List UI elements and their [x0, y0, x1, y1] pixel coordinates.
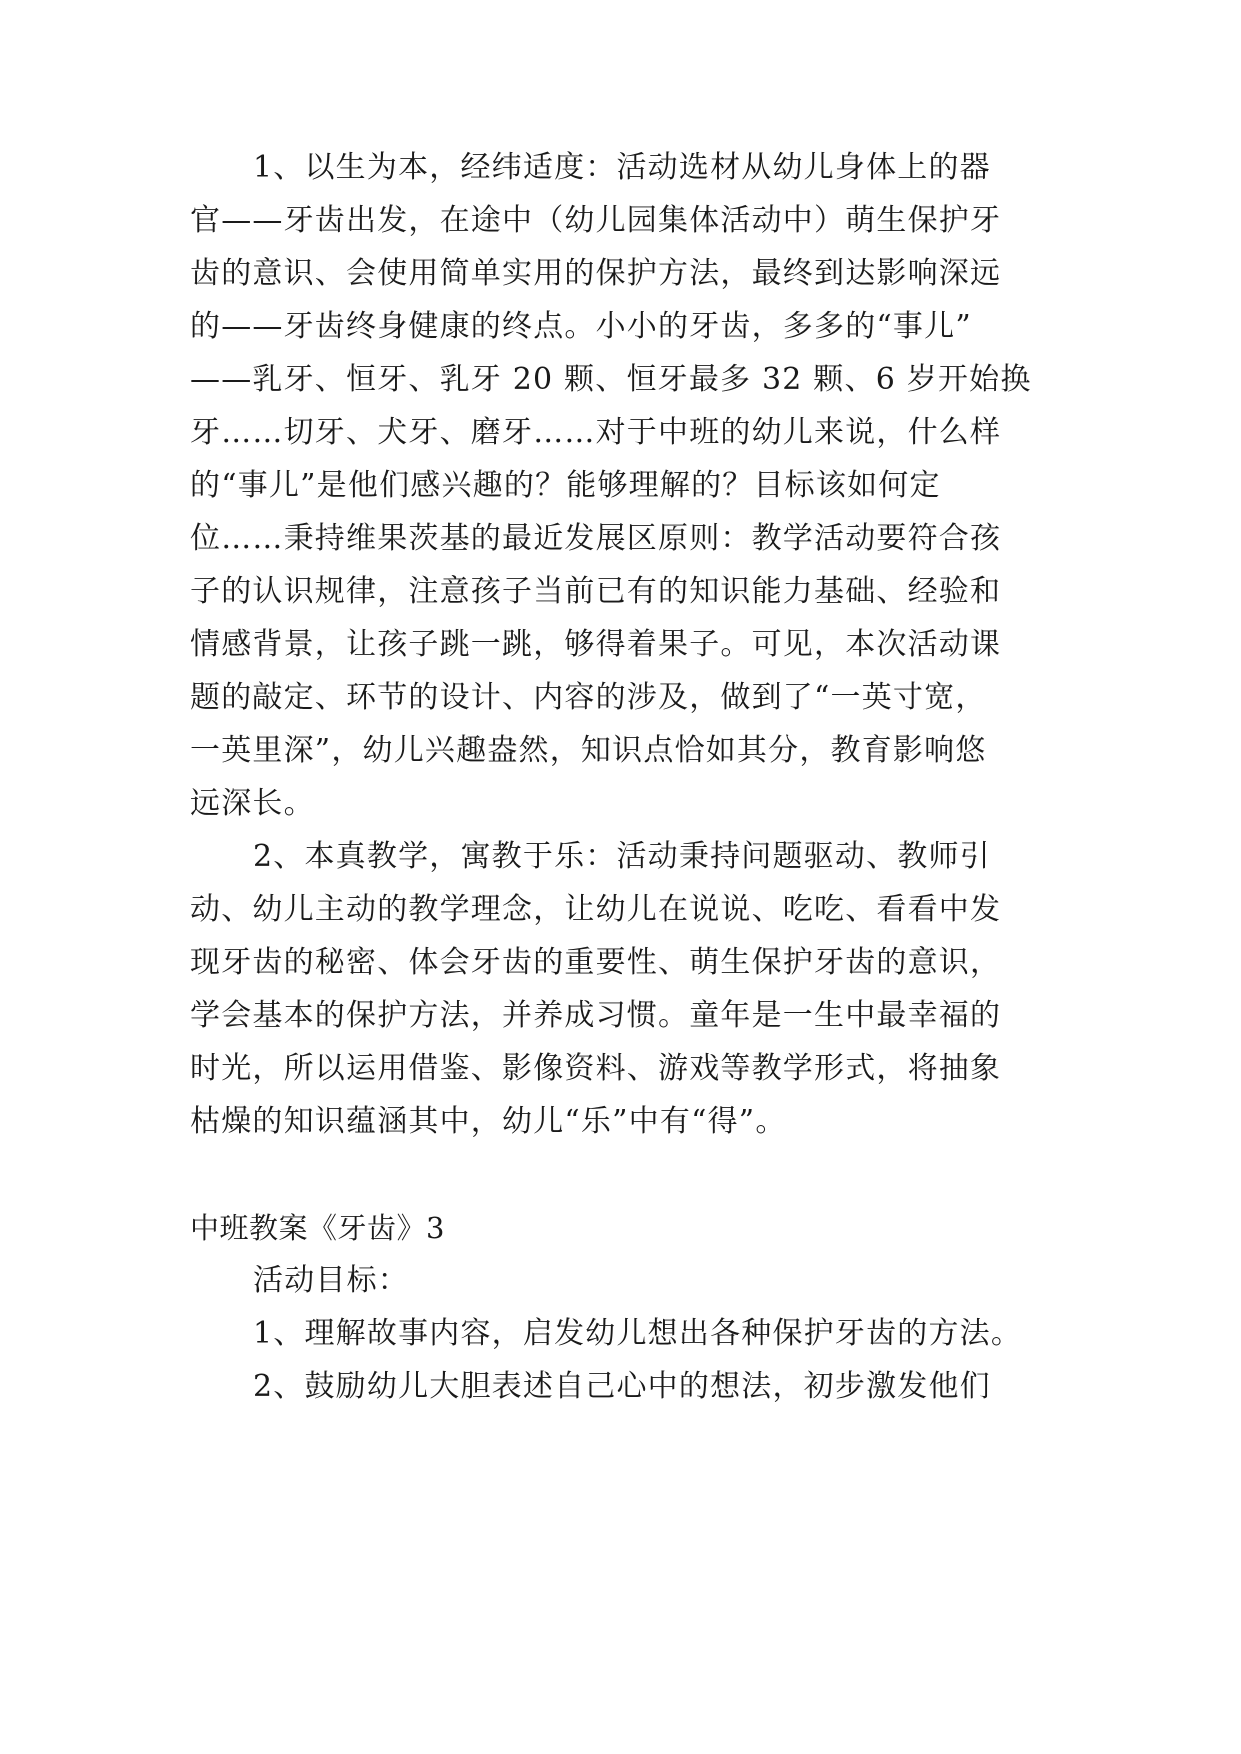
paragraph-1-line-9: 子的认识规律，注意孩子当前已有的知识能力基础、经验和 — [190, 574, 1002, 609]
paragraph-2-line-4: 学会基本的保护方法，并养成习惯。童年是一生中最幸福的 — [190, 998, 1002, 1033]
paragraph-1-line-13: 远深长。 — [190, 786, 315, 821]
paragraph-1-line-10: 情感背景，让孩子跳一跳，够得着果子。可见，本次活动课 — [190, 627, 1002, 662]
paragraph-2-line-6: 枯燥的知识蕴涵其中，幼儿“乐”中有“得”。 — [190, 1104, 787, 1139]
paragraph-1-line-8: 位……秉持维果茨基的最近发展区原则：教学活动要符合孩 — [190, 521, 1002, 556]
paragraph-2-line-1: 2、本真教学，寓教于乐：活动秉持问题驱动、教师引 — [253, 839, 991, 874]
paragraph-1-line-3: 齿的意识、会使用简单实用的保护方法，最终到达影响深远 — [190, 256, 1002, 291]
goal-item-2: 2、鼓励幼儿大胆表述自己心中的想法，初步激发他们 — [253, 1369, 991, 1404]
paragraph-2-line-2: 动、幼儿主动的教学理念，让幼儿在说说、吃吃、看看中发 — [190, 892, 1002, 927]
paragraph-1-line-12: 一英里深”，幼儿兴趣盎然，知识点恰如其分，教育影响悠 — [190, 733, 987, 768]
paragraph-1-line-4: 的——牙齿终身健康的终点。小小的牙齿，多多的“事儿” — [190, 309, 972, 344]
paragraph-2-line-3: 现牙齿的秘密、体会牙齿的重要性、萌生保护牙齿的意识， — [190, 945, 1002, 980]
section-title: 中班教案《牙齿》3 — [190, 1211, 445, 1245]
paragraph-1-line-6: 牙……切牙、犬牙、磨牙……对于中班的幼儿来说，什么样 — [190, 415, 1002, 450]
paragraph-1-line-7: 的“事儿”是他们感兴趣的？能够理解的？目标该如何定 — [190, 468, 941, 503]
paragraph-2-line-5: 时光，所以运用借鉴、影像资料、游戏等教学形式，将抽象 — [190, 1051, 1002, 1086]
paragraph-1-line-2: 官——牙齿出发，在途中（幼儿园集体活动中）萌生保护牙 — [190, 203, 1002, 238]
paragraph-1-line-11: 题的敲定、环节的设计、内容的涉及，做到了“一英寸宽， — [190, 680, 987, 715]
paragraph-1-line-5: ——乳牙、恒牙、乳牙 20 颗、恒牙最多 32 颗、6 岁开始换 — [190, 362, 1032, 397]
goal-item-1: 1、理解故事内容，启发幼儿想出各种保护牙齿的方法。 — [253, 1316, 1023, 1351]
paragraph-1-line-1: 1、以生为本，经纬适度：活动选材从幼儿身体上的器 — [253, 150, 991, 185]
section-subtitle: 活动目标： — [253, 1263, 409, 1298]
